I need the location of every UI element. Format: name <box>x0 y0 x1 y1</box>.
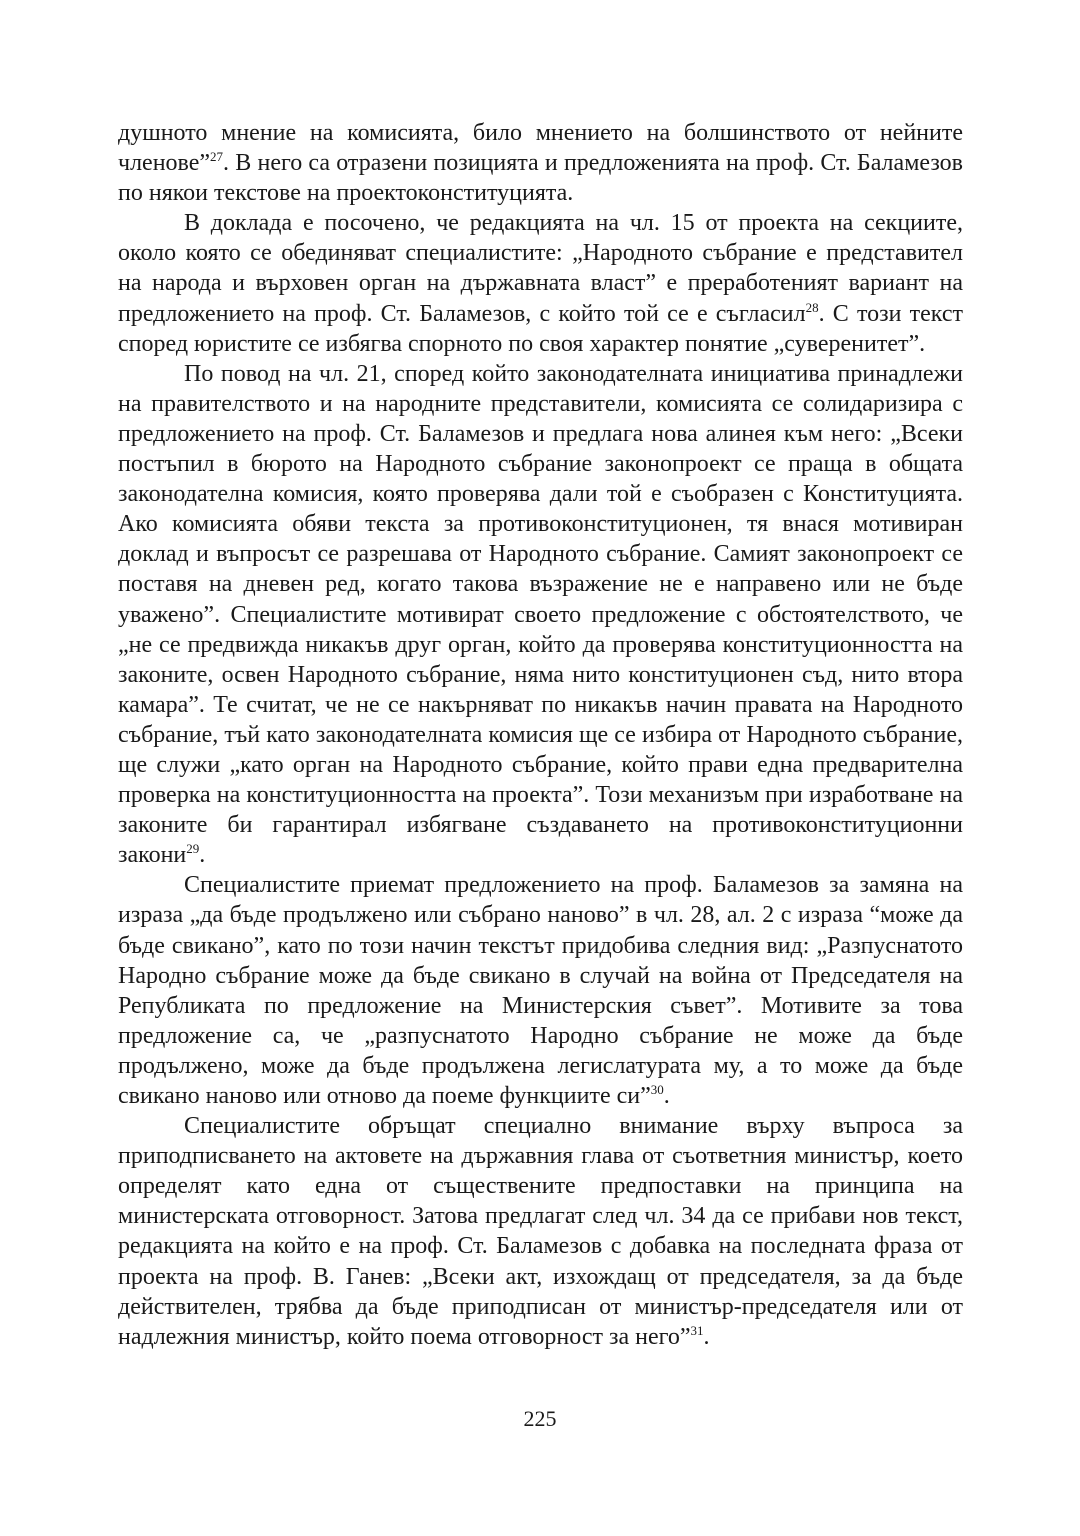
paragraph-3 <box>118 359 963 871</box>
paragraph-1-text-2: . В него са отразени позицията и предложенията на проф. Ст. Баламезов по някои текстове на проектоконституцията. <box>118 150 963 207</box>
paragraph-5 <box>118 1111 963 1352</box>
paragraph-3-text-1: По повод на чл. 21, според който законодателната инициатива принадлежи на правителството и на народните представители, комисията се солидаризира с предложението на проф. Ст. Баламезов и предлага нова алинея към него: „Всеки постъпил в бюрото на Народното събрание законопроект се праща в общата законодателна комисия, която проверява дали той е съобразен с Конституцията. Ако комисията обяви текста за противоконституционен, тя внася мотивиран доклад и въпросът се разрешава от Народното събрание. Самият законопроект се поставя на дневен ред, когато такова възражение не е направено или не бъде уважено”. Специалистите мотивират своето предложение с обстоятелството, че „не се предвижда никакъв друг орган, който да проверява конституционността на законите, освен Народното събрание, няма нито конституционен съд, нито втора камара”. Те считат, че не се накърняват по никакъв начин правата на Народното събрание, тъй като законодателната комисия ще се избира от Народното събрание, ще служи „като орган на Народното събрание, който прави една предварителна проверка на конституционността на проекта”. Този механизъм при изработване на законите би гарантирал избягване създаването на противоконституционни закони <box>118 360 963 869</box>
paragraph-2-text-2: . С този текст според юристите се избягва спорното по своя характер понятие „суверенитет”. <box>118 300 963 357</box>
footnote-ref-29[interactable]: 29 <box>186 841 200 857</box>
paragraph-5-text-2: . <box>703 1323 710 1350</box>
page-number: 225 <box>523 1406 557 1431</box>
footnote-ref-30[interactable]: 30 <box>650 1082 664 1097</box>
footnote-ref-27[interactable]: 27 <box>210 149 224 165</box>
page-body <box>118 118 963 1352</box>
paragraph-2-text-1: В доклада е посочено, че редакцията на чл. 15 от проекта на секциите, около която се обединяват специалистите: „Народното събрание е представител на народа и върховен орган на държавната власт” е преработеният вариант на предложението на проф. Ст. Баламезов, с който той се е съгласил <box>118 210 963 327</box>
paragraph-1 <box>118 118 963 208</box>
footnote-ref-31[interactable]: 31 <box>690 1322 704 1338</box>
paragraph-4-text-1: Специалистите приемат предложението на проф. Баламезов за замяна на израза „да бъде продължено или събрано наново” в чл. 28, ал. 2 с израза “може да бъде свикано”, като по този начин текстът придобива следния вид: „Разпуснатото Народно събрание може да бъде свикано в случай на война от Председателя на Републиката по предложение на Министерския съвет”. Мотивите за това предложение са, че „разпуснатото Народно събрание не може да бъде продължено, може да бъде продължена легислатурата му, а то може да бъде свикано наново или отново да поеме функциите си” <box>118 872 963 1109</box>
paragraph-2 <box>118 208 963 358</box>
paragraph-4 <box>118 870 963 1111</box>
paragraph-3-text-2: . <box>199 842 206 869</box>
paragraph-4-text-2: . <box>663 1083 670 1109</box>
footnote-ref-28[interactable]: 28 <box>805 299 819 315</box>
paragraph-1-text-1: душното мнение на комисията, било мнението на болшинството от нейните членове” <box>118 120 963 177</box>
paragraph-5-text-1: Специалистите обръщат специално внимание върху въпроса за приподписването на актовете на държавния глава от съответния министър, което определят като една от съществените предпоставки на принципа на министерската отговорност. Затова предлагат след чл. 34 да се прибави нов текст, редакцията на който е на проф. Ст. Баламезов с добавка на последната фраза от проекта на проф. В. Ганев: „Всеки акт, изхождащ от председателя, за да бъде действителен, трябва да бъде приподписан от министър-председателя или от надлежния министър, който поема отговорност за него” <box>118 1113 963 1350</box>
